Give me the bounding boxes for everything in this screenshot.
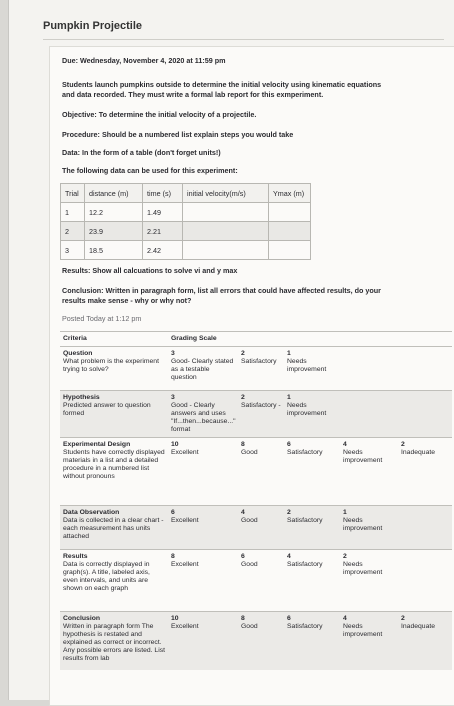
level-points: 6	[287, 615, 291, 622]
rubric-level	[168, 550, 238, 612]
level-label: Excellent	[171, 623, 199, 630]
results-instructions: Results: Show all calcuations to solve vi and y max	[62, 266, 238, 275]
col-distance: distance (m)	[85, 184, 143, 203]
table-row	[61, 222, 311, 241]
rubric-level	[340, 347, 398, 391]
level-points: 1	[343, 509, 347, 516]
level-points: 6	[287, 441, 291, 448]
rubric-criterion	[60, 347, 168, 391]
level-label: Needs improvement	[287, 358, 327, 373]
col-time: time (s)	[143, 184, 183, 203]
criterion-description: Predicted answer to question formed	[63, 402, 151, 417]
level-points: 4	[343, 441, 347, 448]
level-label: Needs improvement	[343, 449, 383, 464]
rubric-row	[60, 347, 452, 391]
criterion-name: Data Observation	[63, 509, 120, 516]
cell: 23.9	[85, 222, 143, 241]
cell	[269, 241, 311, 260]
rubric-level	[238, 347, 284, 391]
criterion-description: Data is collected in a clear chart - each measurement has units attached	[63, 517, 164, 540]
criterion-description: Data is correctly displayed in graph(s). A title, labeled axis, even intervals, and units are shown on each graph	[63, 561, 150, 592]
rubric-level	[340, 506, 398, 550]
rubric-level	[398, 550, 452, 612]
level-label: Good	[241, 561, 258, 568]
rubric-level	[284, 506, 340, 550]
rubric-criterion	[60, 438, 168, 506]
rubric-level	[168, 347, 238, 391]
rubric-level	[168, 438, 238, 506]
level-label: Satisfactory -	[241, 402, 281, 409]
level-points: 3	[171, 394, 175, 401]
cell	[183, 203, 269, 222]
rubric-level	[168, 506, 238, 550]
level-label: Needs improvement	[343, 623, 383, 638]
level-points: 10	[171, 615, 179, 622]
level-label: Excellent	[171, 449, 199, 456]
level-label: Needs improvement	[287, 402, 327, 417]
cell: 2.42	[143, 241, 183, 260]
grading-rubric	[60, 331, 452, 670]
level-label: Inadequate	[401, 449, 436, 456]
rubric-level	[168, 391, 238, 438]
level-points: 1	[287, 394, 291, 401]
rubric-level	[284, 438, 340, 506]
level-label: Excellent	[171, 561, 199, 568]
rubric-level	[284, 550, 340, 612]
level-points: 2	[241, 350, 245, 357]
intro-line-1: Students launch pumpkins outside to determine the initial velocity using kinematic equations	[62, 80, 382, 89]
level-label: Needs improvement	[343, 561, 383, 576]
data-intro: The following data can be used for this experiment:	[62, 166, 238, 175]
criterion-description: Written in paragraph form The hypothesis is restated and explained as correct or incorrect. Any possible errors are listed. List results from lab	[63, 623, 165, 662]
cell	[269, 222, 311, 241]
level-points: 4	[241, 509, 245, 516]
col-ymax: Ymax (m)	[269, 184, 311, 203]
level-points: 8	[241, 441, 245, 448]
criterion-description: What problem is the experiment trying to solve?	[63, 358, 159, 373]
posted-timestamp: Posted Today at 1:12 pm	[62, 314, 142, 323]
level-points: 6	[241, 553, 245, 560]
level-label: Good - Clearly answers and uses "If...then...because..." format	[171, 402, 236, 433]
procedure: Procedure: Should be a numbered list explain steps you would take	[62, 130, 294, 139]
cell: 3	[61, 241, 85, 260]
level-points: 8	[171, 553, 175, 560]
rubric-row	[60, 391, 452, 438]
criterion-description: Students have correctly displayed materials in a list and a detailed procedure in a numbered list without pronouns	[63, 449, 165, 480]
cell: 1.49	[143, 203, 183, 222]
rubric-criterion	[60, 612, 168, 670]
level-points: 2	[401, 441, 405, 448]
conclusion-line-1: Conclusion: Written in paragraph form, list all errors that could have affected results, do your	[62, 286, 381, 295]
criterion-name: Hypothesis	[63, 394, 100, 401]
level-label: Excellent	[171, 517, 199, 524]
page-title: Pumpkin Projectile	[43, 20, 143, 32]
rubric-scale-header: Grading Scale	[168, 332, 452, 347]
cell	[269, 203, 311, 222]
rubric-level	[340, 391, 398, 438]
rubric-level	[398, 506, 452, 550]
rubric-level	[238, 438, 284, 506]
cell	[183, 241, 269, 260]
rubric-header-row	[60, 332, 452, 347]
level-points: 8	[241, 615, 245, 622]
data-table-header	[61, 184, 311, 203]
cell: 2	[61, 222, 85, 241]
objective: Objective: To determine the initial velocity of a projectile.	[62, 110, 257, 119]
level-points: 1	[287, 350, 291, 357]
rubric-level	[238, 612, 284, 670]
criterion-name: Conclusion	[63, 615, 101, 622]
rubric-level	[340, 438, 398, 506]
level-points: 10	[171, 441, 179, 448]
intro-line-2: and data recorded. They must write a formal lab report for this exmperiment.	[62, 90, 324, 99]
level-label: Satisfactory	[287, 623, 323, 630]
rubric-level	[238, 391, 284, 438]
level-points: 2	[287, 509, 291, 516]
level-label: Good	[241, 623, 258, 630]
conclusion-line-2: results make sense - why or why not?	[62, 296, 192, 305]
rubric-level	[284, 347, 340, 391]
level-label: Satisfactory	[241, 358, 277, 365]
level-label: Satisfactory	[287, 517, 323, 524]
criterion-name: Experimental Design	[63, 441, 131, 448]
rubric-criteria-header: Criteria	[60, 332, 168, 347]
rubric-criterion	[60, 550, 168, 612]
level-label: Good	[241, 517, 258, 524]
rubric-row	[60, 506, 452, 550]
due-date: Due: Wednesday, November 4, 2020 at 11:59 pm	[62, 56, 226, 65]
rubric-level	[340, 550, 398, 612]
rubric-criterion	[60, 391, 168, 438]
criterion-name: Question	[63, 350, 93, 357]
level-label: Satisfactory	[287, 449, 323, 456]
data-form: Data: In the form of a table (don't forget units!)	[62, 148, 221, 157]
rubric-row	[60, 438, 452, 506]
rubric-level	[398, 391, 452, 438]
cell: 18.5	[85, 241, 143, 260]
title-divider	[43, 39, 444, 40]
col-velocity: initial velocity(m/s)	[183, 184, 269, 203]
level-label: Satisfactory	[287, 561, 323, 568]
level-points: 2	[343, 553, 347, 560]
rubric-criterion	[60, 506, 168, 550]
rubric-level	[284, 391, 340, 438]
level-points: 3	[171, 350, 175, 357]
rubric-row	[60, 550, 452, 612]
level-points: 2	[401, 615, 405, 622]
table-row	[61, 241, 311, 260]
table-row	[61, 203, 311, 222]
rubric-level	[238, 550, 284, 612]
level-label: Inadequate	[401, 623, 436, 630]
level-label: Good	[241, 449, 258, 456]
criterion-name: Results	[63, 553, 88, 560]
rubric-level	[398, 347, 452, 391]
level-points: 6	[171, 509, 175, 516]
rubric-level	[398, 612, 452, 670]
level-points: 4	[287, 553, 291, 560]
rubric-level	[238, 506, 284, 550]
cell: 1	[61, 203, 85, 222]
col-trial: Trial	[61, 184, 85, 203]
level-label: Good- Clearly stated as a testable question	[171, 358, 234, 381]
cell: 12.2	[85, 203, 143, 222]
cell: 2.21	[143, 222, 183, 241]
rubric-level	[340, 612, 398, 670]
rubric-level	[284, 612, 340, 670]
rubric-row	[60, 612, 452, 670]
level-label: Needs improvement	[343, 517, 383, 532]
level-points: 2	[241, 394, 245, 401]
cell	[183, 222, 269, 241]
rubric-level	[168, 612, 238, 670]
data-table	[60, 183, 311, 260]
level-points: 4	[343, 615, 347, 622]
rubric-level	[398, 438, 452, 506]
